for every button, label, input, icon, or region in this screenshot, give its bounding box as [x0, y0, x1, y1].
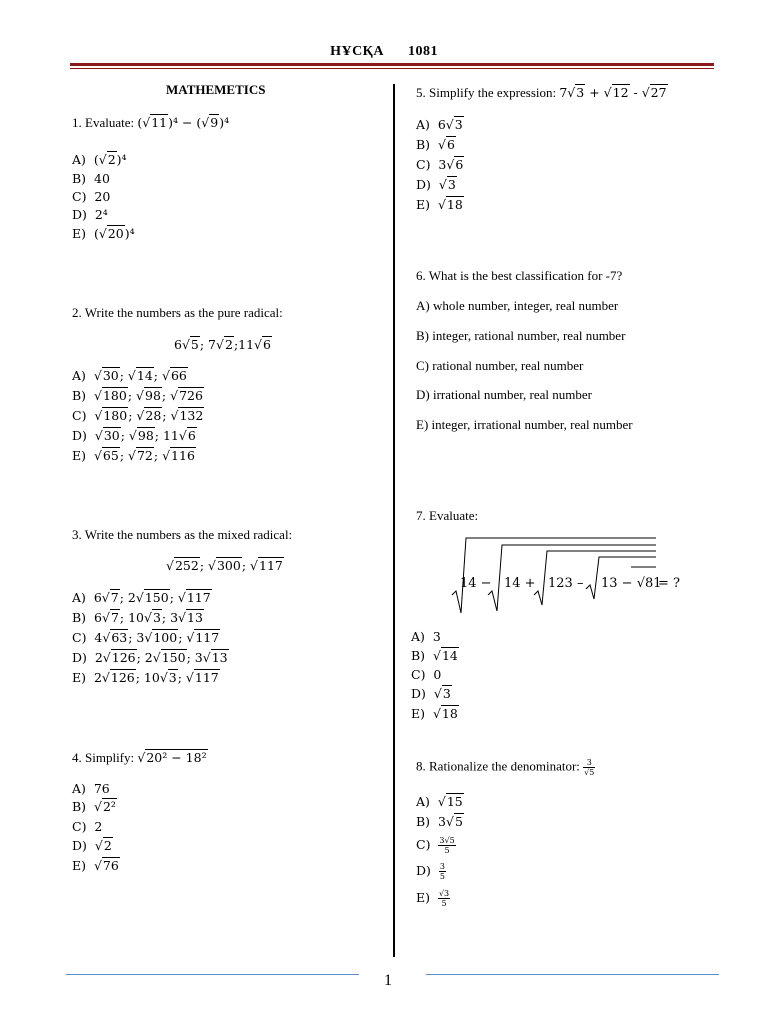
variant-title: НҰСҚА: [330, 44, 384, 59]
question-1-option-a: A) (√2)⁴: [72, 152, 127, 167]
question-4-option-e: E) √76: [72, 858, 119, 873]
header-rule-thin: [70, 68, 714, 69]
variant-header: [0, 44, 768, 60]
question-6-option-a: A) whole number, integer, real number: [416, 298, 619, 313]
q7-term-b: 14 +: [504, 576, 536, 591]
subject-heading: MATHEMETICS: [166, 82, 266, 97]
question-3-option-b: B) 6√7; 10√3; 3√13: [72, 610, 203, 625]
question-4-option-c: C) 2: [72, 819, 103, 834]
question-3-expression: √252; √300; √117: [166, 558, 283, 573]
question-2-prompt: 2. Write the numbers as the pure radical:: [72, 305, 283, 320]
question-2-option-d: D) √30; √98; 11√6: [72, 428, 196, 443]
question-1-prompt: 1. Evaluate:: [72, 115, 135, 130]
question-8-option-d: D) $\frac{3}{5}$: [416, 862, 445, 881]
question-7-option-a: A) 3: [411, 629, 441, 644]
q7-term-c: 123 –: [548, 576, 584, 591]
question-4-option-a: A) 76: [72, 781, 110, 796]
question-4-expression: √20² − 18²: [137, 750, 207, 765]
q7-term-a: 14 −: [460, 576, 492, 591]
question-4: [72, 750, 208, 766]
question-5-option-d: D) √3: [416, 177, 456, 192]
question-8-prompt: 8. Rationalize the denominator:: [416, 758, 580, 774]
question-2-option-b: B) √180; √98; √726: [72, 388, 203, 403]
question-6-prompt: 6. What is the best classification for -7?: [416, 268, 623, 283]
question-8: [416, 758, 595, 777]
question-7-option-c: C) 0: [411, 667, 442, 682]
question-1-option-b: B) 40: [72, 171, 110, 186]
question-7-option-b: B) √14: [411, 648, 458, 663]
q7-term-e: = ?: [658, 576, 680, 591]
header-rule-thick: [70, 63, 714, 66]
question-2-option-c: C) √180; √28; √132: [72, 408, 204, 423]
question-8-option-e: E) $\frac{√3}{5}$: [416, 889, 450, 908]
question-7-option-d: D) √3: [411, 686, 451, 701]
question-7-option-e: E) √18: [411, 706, 458, 721]
question-3-option-d: D) 2√126; 2√150; 3√13: [72, 650, 228, 665]
question-5-expression: 7√3 + √12 - √27: [559, 85, 667, 100]
question-8-option-b: B) 3√5: [416, 814, 463, 829]
question-1: [72, 115, 229, 131]
question-5-option-e: E) √18: [416, 197, 463, 212]
question-8-option-c: C) $\frac{3√5}{5}$: [416, 836, 455, 855]
question-5-option-a: A) 6√3: [416, 117, 463, 132]
question-1-expression: (√11)⁴ − (√9)⁴: [137, 115, 230, 130]
question-1-option-e: E) (√20)⁴: [72, 226, 135, 241]
q7-term-d: 13 − √81: [601, 576, 662, 591]
question-6-option-d: D) irrational number, real number: [416, 387, 592, 402]
question-7-prompt: 7. Evaluate:: [416, 508, 479, 523]
question-4-option-b: B) √2²: [72, 799, 116, 814]
question-3-option-a: A) 6√7; 2√150; √117: [72, 590, 211, 605]
question-2-option-e: E) √65; √72; √116: [72, 448, 195, 463]
variant-number: 1081: [407, 44, 438, 59]
question-1-option-c: C) 20: [72, 189, 111, 204]
footer-rule-right: [426, 974, 719, 975]
question-2-option-a: A) √30; √14; √66: [72, 368, 187, 383]
question-6-option-e: E) integer, irrational number, real number: [416, 417, 633, 432]
question-6-option-c: C) rational number, real number: [416, 358, 584, 373]
question-6-option-b: B) integer, rational number, real number: [416, 328, 626, 343]
question-2-expression: 6√5; 7√2;11√6: [174, 337, 271, 352]
question-3-option-e: E) 2√126; 10√3; √117: [72, 670, 219, 685]
question-8-option-a: A) √15: [416, 794, 463, 809]
question-7-nested-radical: [450, 535, 690, 615]
footer-rule-left: [66, 974, 359, 975]
question-5-option-c: C) 3√6: [416, 157, 464, 172]
column-divider: [393, 84, 395, 957]
page-number: 1: [384, 972, 392, 989]
question-5: [416, 85, 668, 101]
question-5-option-b: B) √6: [416, 137, 455, 152]
question-3-prompt: 3. Write the numbers as the mixed radical:: [72, 527, 293, 542]
question-8-fraction: $\frac{3}{√5}$: [584, 758, 595, 777]
question-4-option-d: D) √2: [72, 838, 112, 853]
question-5-prompt: 5. Simplify the expression:: [416, 85, 557, 100]
question-1-option-d: D) 2⁴: [72, 207, 108, 222]
question-4-prompt: 4. Simplify:: [72, 750, 135, 765]
question-3-option-c: C) 4√63; 3√100; √117: [72, 630, 220, 645]
